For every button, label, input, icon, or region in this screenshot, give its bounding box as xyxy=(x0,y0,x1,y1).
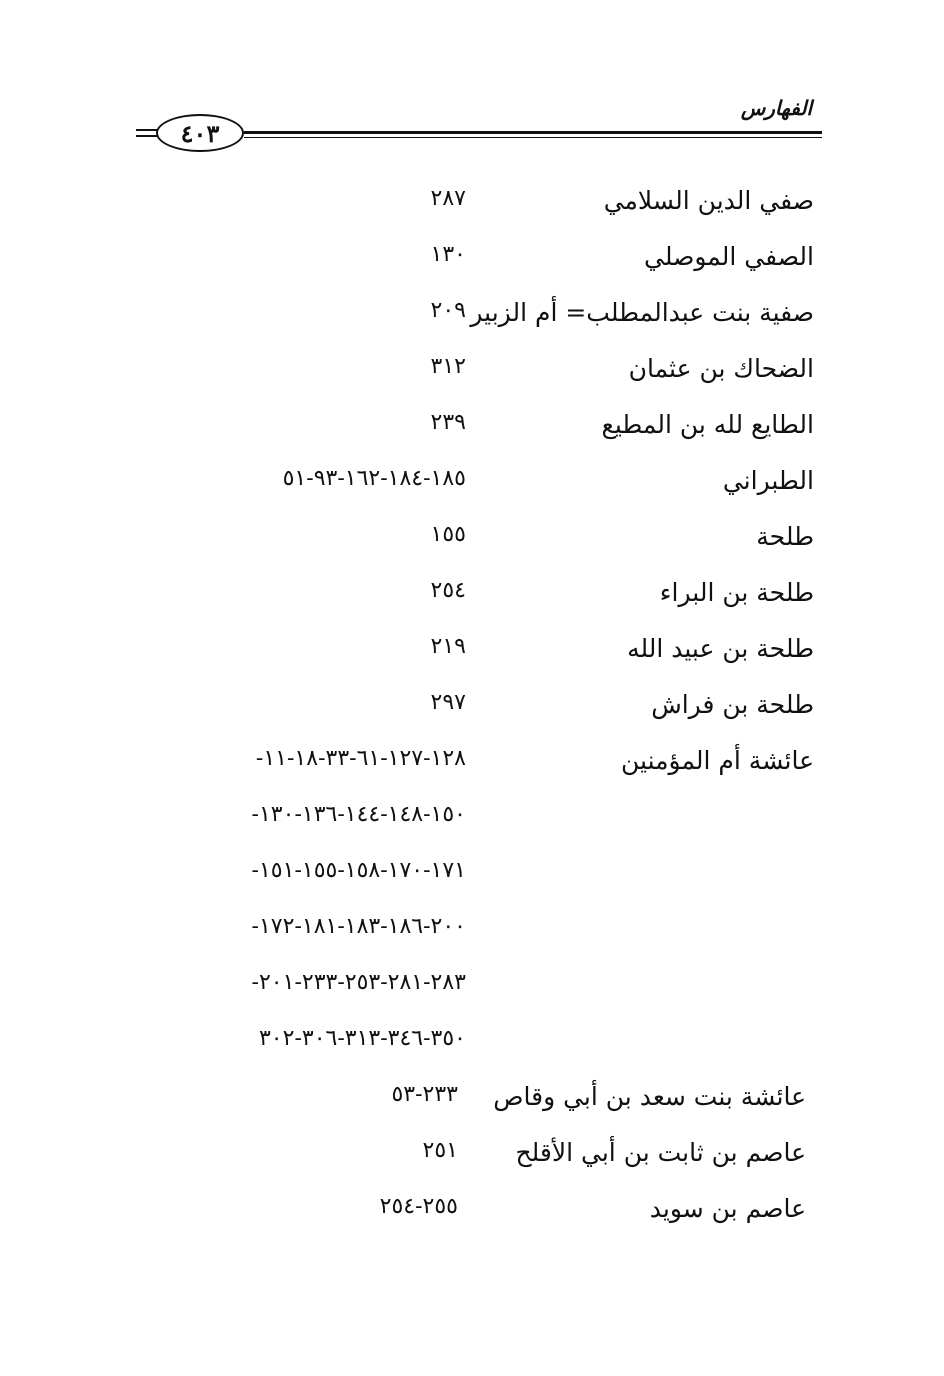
entry-pages: ١٣٠ xyxy=(430,242,466,267)
index-entry xyxy=(0,354,944,394)
page-number: ٤٠٣ xyxy=(180,118,220,148)
entry-name: طلحة بن فراش xyxy=(651,690,814,719)
header-rule-thick xyxy=(244,131,822,134)
index-entry-continuation xyxy=(0,970,944,1010)
entry-pages: ٢٨٧ xyxy=(430,186,466,211)
index-entry xyxy=(0,522,944,562)
entry-pages: ٢٥١ xyxy=(422,1138,458,1163)
entry-pages: ٣١٢ xyxy=(430,354,466,379)
header-rule-left xyxy=(136,129,158,131)
index-entry xyxy=(0,1194,944,1234)
index-entry xyxy=(0,578,944,618)
index-entry xyxy=(0,1138,944,1178)
index-entry xyxy=(0,298,944,338)
index-entry-continuation xyxy=(0,914,944,954)
entry-name: طلحة بن البراء xyxy=(659,578,814,607)
entry-pages: ٢٣٣-٥٣ xyxy=(391,1082,458,1107)
entry-name: عاصم بن سويد xyxy=(649,1194,806,1223)
header-rule-left-lower xyxy=(136,135,158,137)
index-entry xyxy=(0,1082,944,1122)
page-number-oval xyxy=(156,114,244,152)
entry-pages: ٢٣٩ xyxy=(430,410,466,435)
entry-name: صفية بنت عبدالمطلب= أم الزبير xyxy=(470,298,814,327)
entry-pages: ٢٩٧ xyxy=(430,690,466,715)
entry-pages: ١٢٨-١٢٧-٦١-٣٣-١٨-١١- xyxy=(255,746,466,771)
entry-name: عائشة بنت سعد بن أبي وقاص xyxy=(493,1082,806,1111)
entry-pages: ٢١٩ xyxy=(430,634,466,659)
index-entry xyxy=(0,466,944,506)
entry-pages: ١٨٥-١٨٤-١٦٢-٩٣-٥١ xyxy=(282,466,466,491)
index-entry xyxy=(0,746,944,786)
entry-pages: ٣٥٠-٣٤٦-٣١٣-٣٠٦-٣٠٢ xyxy=(258,1026,466,1051)
index-entry xyxy=(0,410,944,450)
header-title: الفهارس xyxy=(740,96,812,120)
index-entry-continuation xyxy=(0,802,944,842)
entry-name: طلحة xyxy=(756,522,814,551)
index-entry xyxy=(0,242,944,282)
entry-name: صفي الدين السلامي xyxy=(603,186,814,215)
header-rule-thin xyxy=(244,137,822,138)
index-entry-continuation xyxy=(0,1026,944,1066)
entry-name: الضحاك بن عثمان xyxy=(628,354,814,383)
index-entry xyxy=(0,186,944,226)
entry-pages: ١٥٠-١٤٨-١٤٤-١٣٦-١٣٠- xyxy=(251,802,466,827)
index-entry xyxy=(0,634,944,674)
entry-pages: ٢٥٥-٢٥٤ xyxy=(379,1194,458,1219)
entry-name: الطايع لله بن المطيع xyxy=(601,410,814,439)
entry-pages: ١٥٥ xyxy=(430,522,466,547)
entry-pages: ١٧١-١٧٠-١٥٨-١٥٥-١٥١- xyxy=(251,858,466,883)
entry-name: عائشة أم المؤمنين xyxy=(621,746,814,775)
entry-pages: ٢٠٩ xyxy=(430,298,466,323)
index-entry-continuation xyxy=(0,858,944,898)
index-entry xyxy=(0,690,944,730)
entry-name: الصفي الموصلي xyxy=(644,242,814,271)
entry-pages: ٢٥٤ xyxy=(430,578,466,603)
entry-name: طلحة بن عبيد الله xyxy=(627,634,814,663)
entry-pages: ٢٠٠-١٨٦-١٨٣-١٨١-١٧٢- xyxy=(251,914,466,939)
entry-name: الطبراني xyxy=(722,466,814,495)
entry-pages: ٢٨٣-٢٨١-٢٥٣-٢٣٣-٢٠١- xyxy=(251,970,466,995)
entry-name: عاصم بن ثابت بن أبي الأقلح xyxy=(515,1138,806,1167)
